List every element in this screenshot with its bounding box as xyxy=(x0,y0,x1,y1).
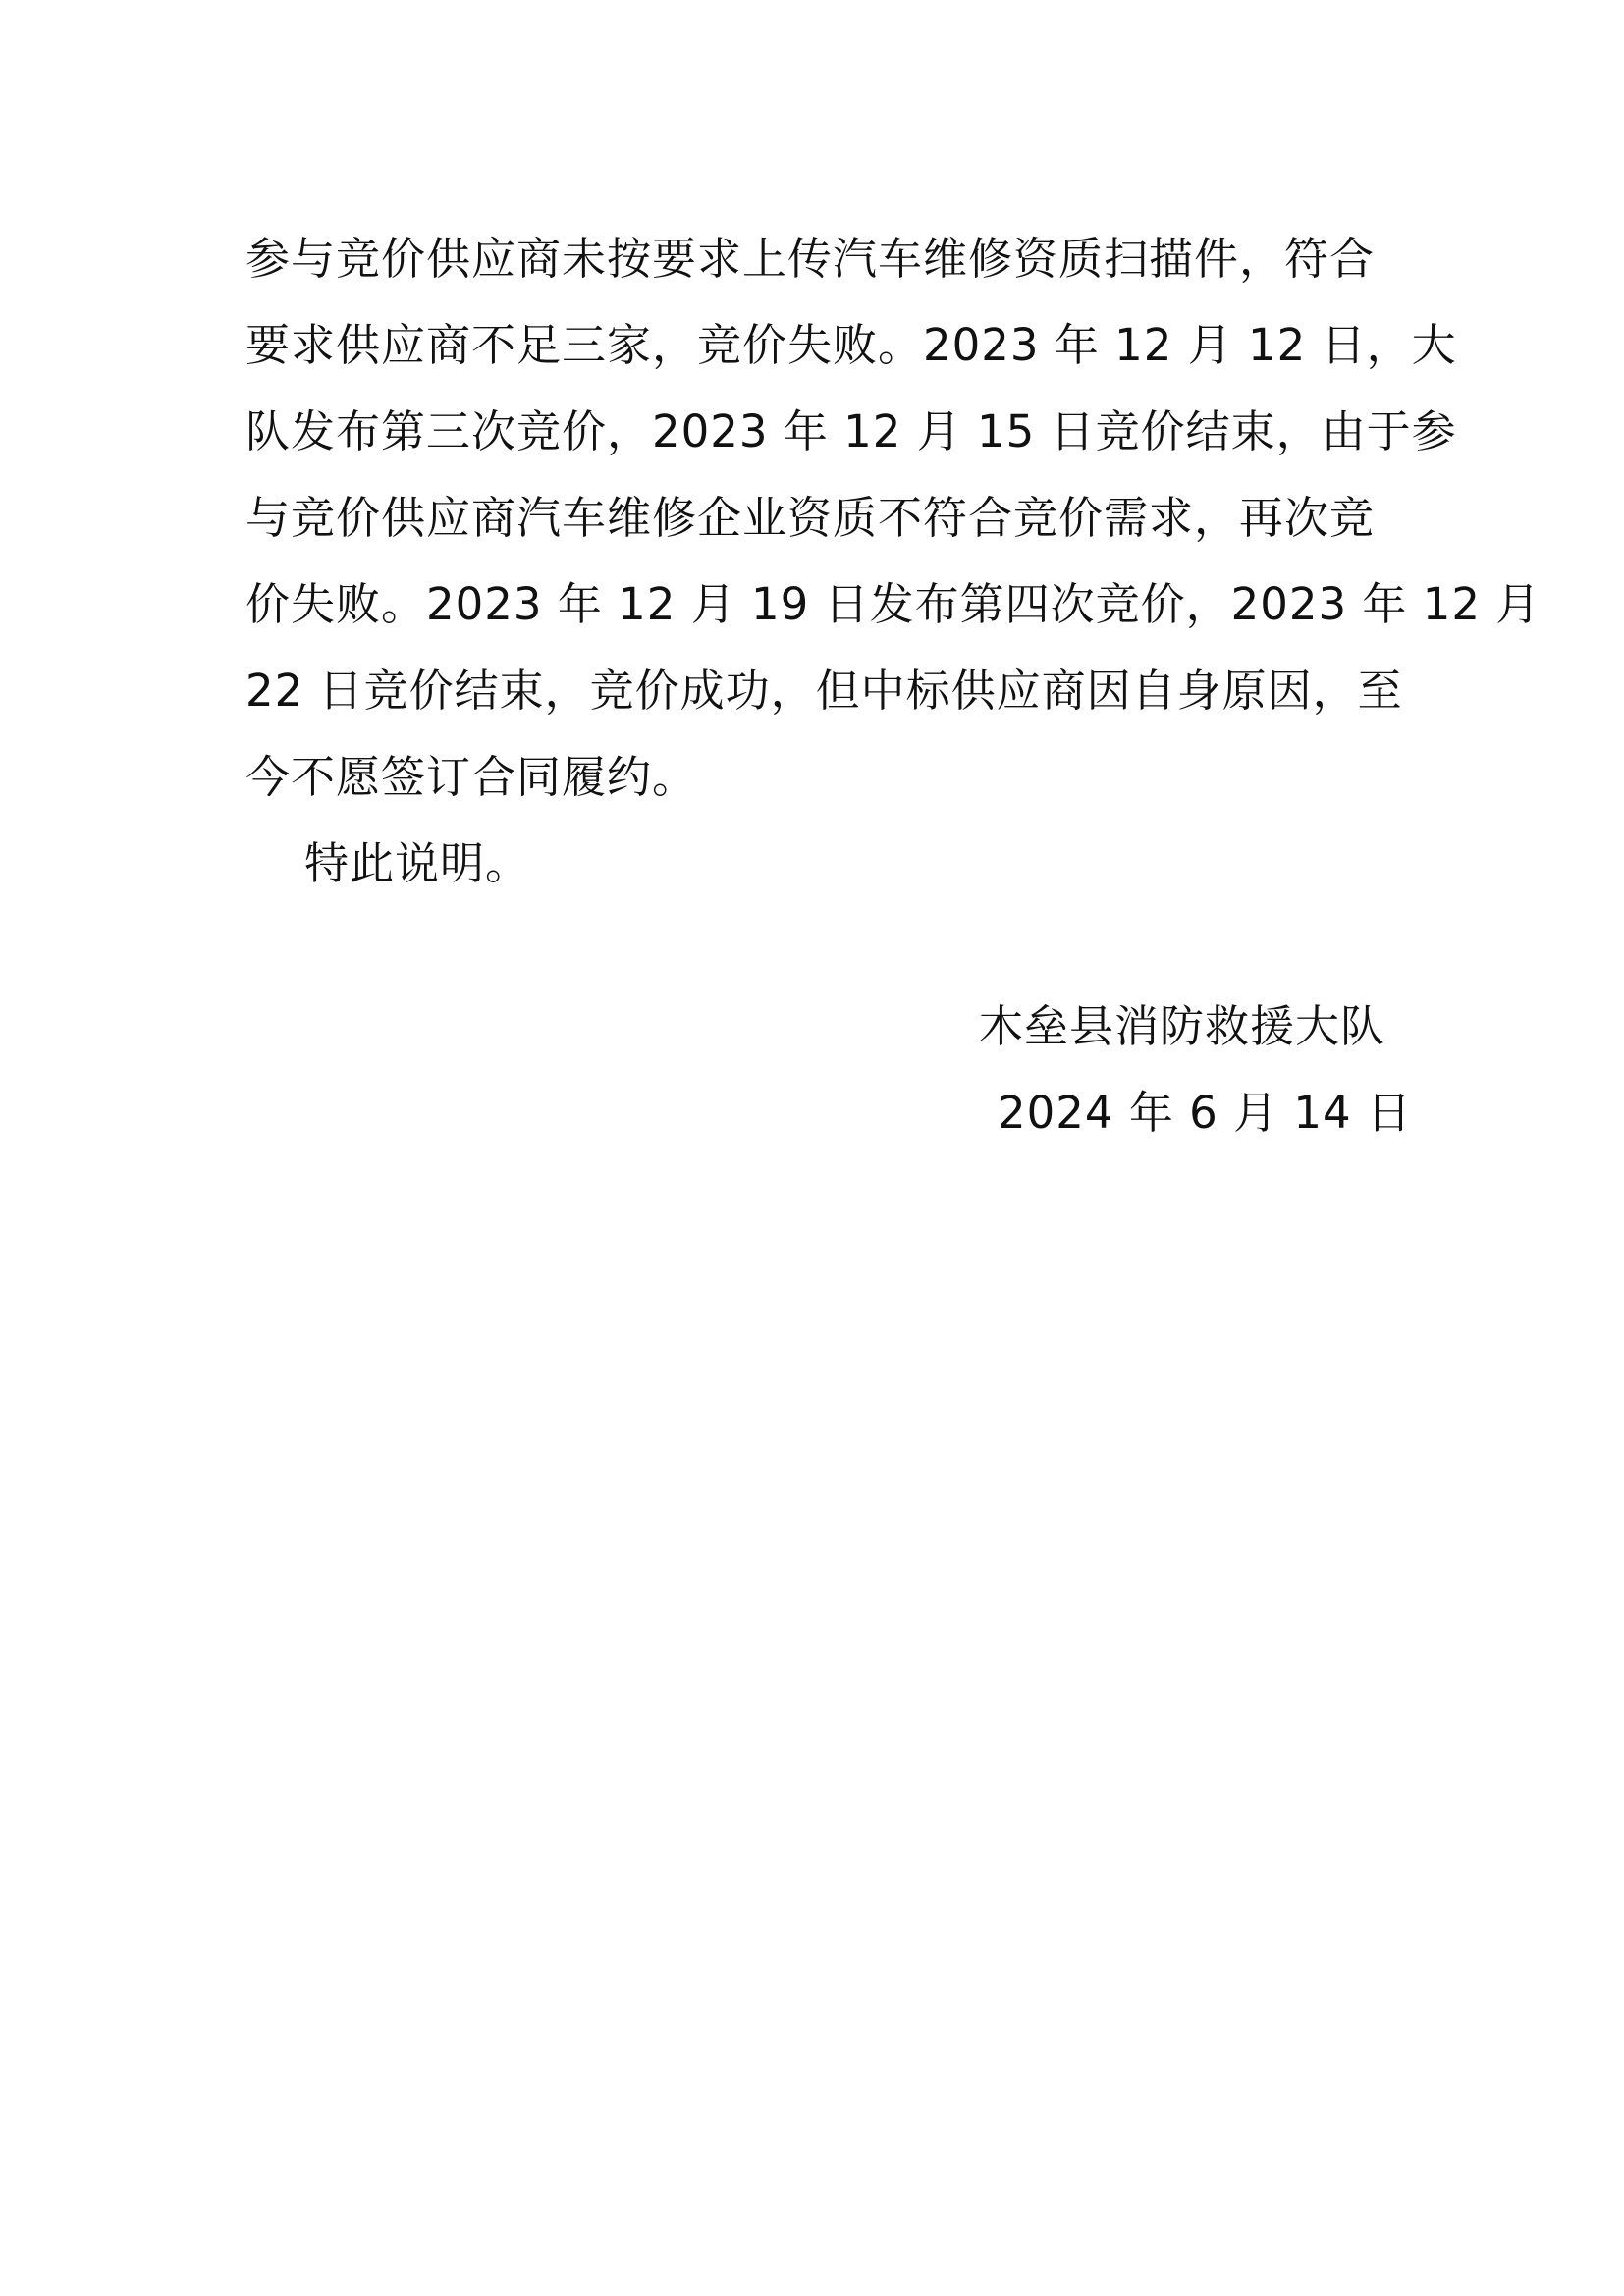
signature-organization: 木垒县消防救援大队 xyxy=(979,1000,1386,1052)
closing-statement: 特此说明。 xyxy=(304,837,531,889)
body-line-4: 与竞价供应商汽车维修企业资质不符合竞价需求，再次竞 xyxy=(245,492,1376,544)
body-line-7: 今不愿签订合同履约。 xyxy=(245,751,698,803)
body-line-1: 参与竞价供应商未按要求上传汽车维修资质扫描件，符合 xyxy=(245,233,1376,285)
body-line-2: 要求供应商不足三家，竞价失败。2023 年 12 月 12 日，大 xyxy=(245,319,1457,371)
body-line-5: 价失败。2023 年 12 月 19 日发布第四次竞价，2023 年 12 月 xyxy=(245,578,1542,630)
body-line-3: 队发布第三次竞价，2023 年 12 月 15 日竞价结束，由于参 xyxy=(245,405,1457,457)
body-line-6: 22 日竞价结束，竞价成功，但中标供应商因自身原因，至 xyxy=(245,665,1403,717)
signature-date: 2024 年 6 月 14 日 xyxy=(998,1087,1412,1139)
